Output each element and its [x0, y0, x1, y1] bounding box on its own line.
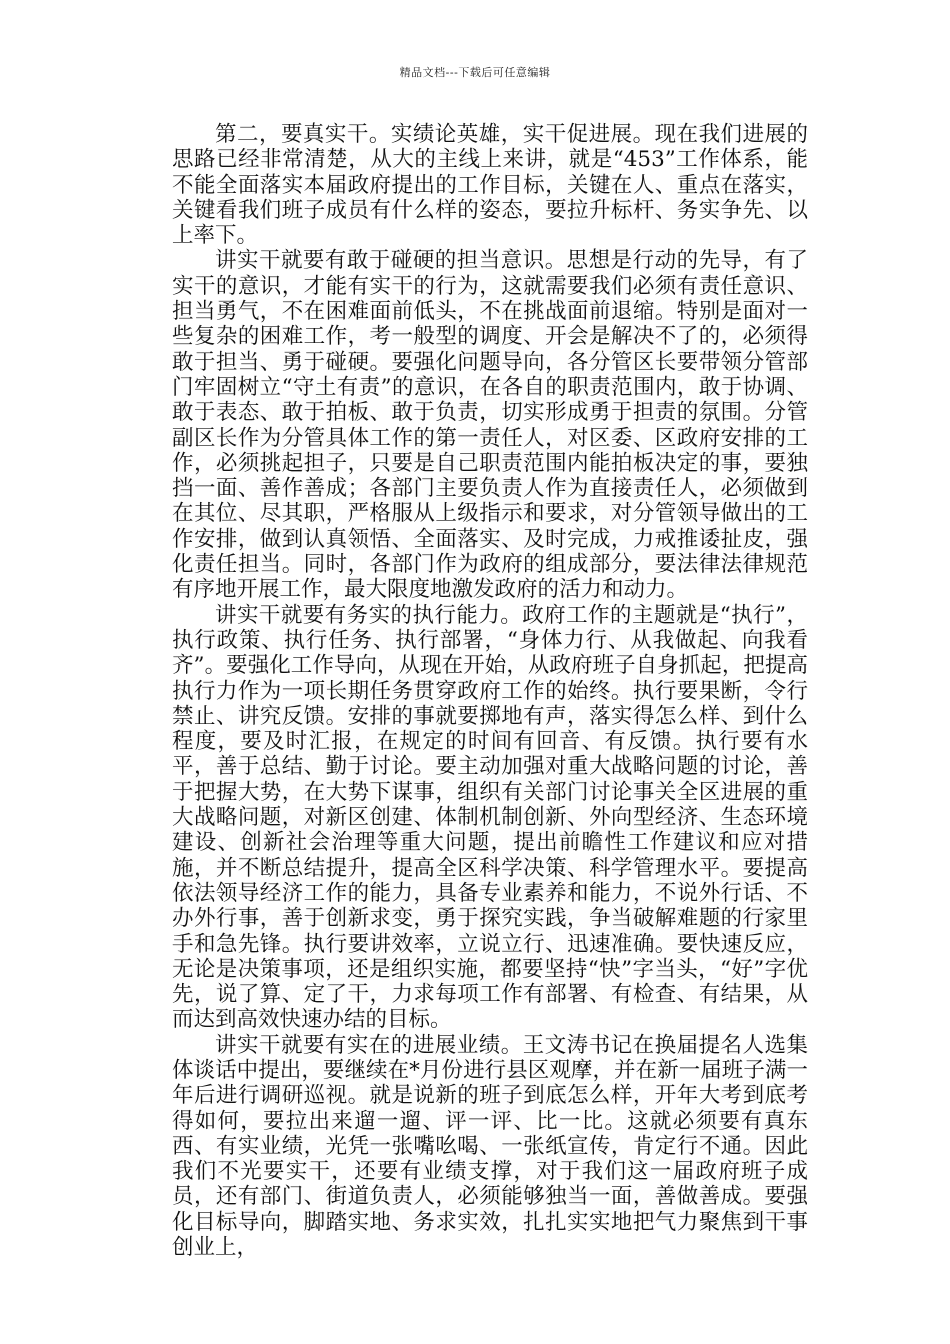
- paragraph: 讲实干就要有务实的执行能力。政府工作的主题就是“执行”，执行政策、执行任务、执行部署，“身体力行、从我做起、向我看齐”。要强化工作导向，从现在开始，从政府班子自身抓起，把提高执行力作为一项长期任务贯穿政府工作的始终。执行要果断，令行禁止、讲究反馈。安排的事就要掷地有声，落实得怎么样、到什么程度，要及时汇报，在规定的时间有回音、有反馈。执行要有水平，善于总结、勤于讨论。要主动加强对重大战略问题的讨论，善于把握大势，在大势下谋事，组织有关部门讨论事关全区进展的重大战略问题，对新区创建、体制机制创新、外向型经济、生态环境建设、创新社会治理等重大问题，提出前瞻性工作建议和应对措施，并不断总结提升，提高全区科学决策、科学管理水平。要提高依法领导经济工作的能力，具备专业素养和能力，不说外行话、不办外行事，善于创新求变，勇于探究实践，争当破解难题的行家里手和急先锋。执行要讲效率，立说立行、迅速准确。要快速反应，无论是决策事项，还是组织实施，都要坚持“快”字当头，“好”字优先，说了算、定了干，力求每项工作有部署、有检查、有结果，从而达到高效快速办结的目标。: [172, 602, 808, 1033]
- paragraph: 讲实干就要有敢于碰硬的担当意识。思想是行动的先导，有了实干的意识，才能有实干的行为，这就需要我们必须有责任意识、担当勇气，不在困难面前低头，不在挑战面前退缩。特别是面对一些复杂的困难工作，考一般型的调度、开会是解决不了的，必须得敢于担当、勇于碰硬。要强化问题导向，各分管区长要带领分管部门牢固树立“守土有责”的意识，在各自的职责范围内，敢于协调、敢于表态、敢于拍板、敢于负责，切实形成勇于担责的氛围。分管副区长作为分管具体工作的第一责任人，对区委、区政府安排的工作，必须挑起担子，只要是自己职责范围内能拍板决定的事，要独挡一面、善作善成；各部门主要负责人作为直接责任人，必须做到在其位、尽其职，严格服从上级指示和要求，对分管领导做出的工作安排，做到认真领悟、全面落实、及时完成，力戒推诿扯皮，强化责任担当。同时，各部门作为政府的组成部分，要法律法律规范有序地开展工作，最大限度地激发政府的活力和动力。: [172, 248, 808, 603]
- document-body: [172, 122, 808, 1260]
- paragraph: 第二，要真实干。实绩论英雄，实干促进展。现在我们进展的思路已经非常清楚，从大的主线上来讲，就是“453”工作体系，能不能全面落实本届政府提出的工作目标，关键在人、重点在落实，关键看我们班子成员有什么样的姿态，要拉升标杆、务实争先、以上率下。: [172, 122, 808, 249]
- page-header: 精品文档---下载后可任意编辑: [399, 66, 551, 79]
- paragraph: 讲实干就要有实在的进展业绩。王文涛书记在换届提名人选集体谈话中提出，要继续在*月份进行县区观摩，并在新一届班子满一年后进行调研巡视。就是说新的班子到底怎么样，开年大考到底考得如何，要拉出来遛一遛、评一评、比一比。这就必须要有真东西、有实业绩，光凭一张嘴吆喝、一张纸宣传，肯定行不通。因此我们不光要实干，还要有业绩支撑，对于我们这一届政府班子成员，还有部门、街道负责人，必须能够独当一面，善做善成。要强化目标导向，脚踏实地、务求实效，扎扎实实地把气力聚焦到干事创业上，: [172, 1032, 808, 1261]
